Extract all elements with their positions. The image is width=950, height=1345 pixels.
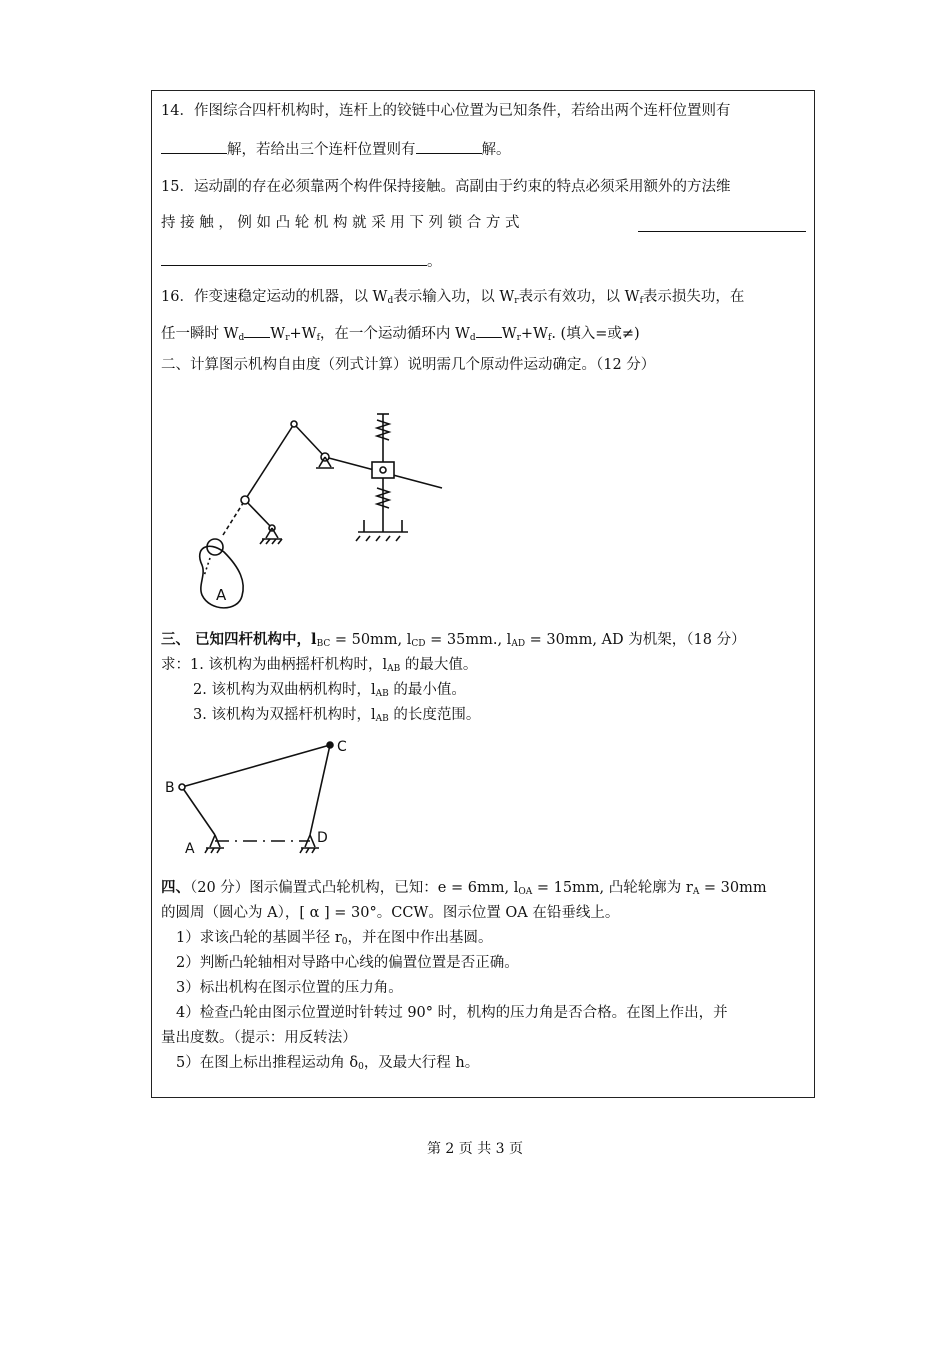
answer-blank[interactable] <box>416 139 482 154</box>
q14-part1: 解，若给出三个连杆位置则有 <box>227 142 416 158</box>
link-bc <box>182 745 330 787</box>
fig2-label-b: B <box>165 780 175 796</box>
link-mid <box>294 424 325 457</box>
q14-line1: 14．作图综合四杆机构时，连杆上的铰链中心位置为已知条件，若给出两个连杆位置则有 <box>161 103 731 119</box>
answer-blank[interactable] <box>161 251 427 266</box>
rocker-link <box>245 500 272 528</box>
answer-blank[interactable] <box>244 323 270 338</box>
q15-line3-end: 。 <box>427 254 442 270</box>
q15-line2 <box>161 213 519 233</box>
section-4-item2: 2）判断凸轮轴相对导路中心线的偏置位置是否正确。 <box>176 955 519 971</box>
link-ab <box>182 787 215 835</box>
section-2-title: 二、计算图示机构自由度（列式计算）说明需几个原动件运动确定。（12 分） <box>161 357 656 373</box>
link-cd <box>310 745 330 835</box>
roller-link <box>223 500 245 535</box>
q14-part2: 解。 <box>481 142 511 158</box>
q15-line3 <box>161 251 442 272</box>
section-4-item5: 5）在图上标出推程运动角 $\delta_0$，及最大行程 h。 <box>176 1055 480 1072</box>
answer-blank[interactable] <box>638 217 806 232</box>
section-4-line2: 的圆周（圆心为 A），[ α ] = 30°。CCW。图示位置 OA 在铅垂线上。 <box>161 905 620 921</box>
q15-line1: 15．运动副的存在必须靠两个构件保持接触。高副由于约束的特点必须采用额外的方法维 <box>161 179 731 195</box>
four-bar-figure <box>160 735 356 865</box>
mechanism-figure-dof <box>180 400 452 622</box>
link-upper <box>245 424 294 500</box>
q16-line2: 任一瞬时 $W_d$ $W_r+W_f$，在一个运动循环内 $W_d$ $W_r+W_f$. (填入=或≠) <box>161 323 640 348</box>
section-4-item3: 3）标出机构在图示位置的压力角。 <box>176 980 403 996</box>
answer-blank[interactable] <box>476 323 502 338</box>
section-4-item1: 1）求该凸轮的基圆半径 $r_0$，并在图中作出基圆。 <box>176 930 493 947</box>
section-4-item4-line2: 量出度数。（提示：用反转法） <box>161 1030 357 1046</box>
fig1-label-a: A <box>216 586 227 604</box>
fig2-label-a: A <box>185 841 195 857</box>
section-4-item4-line1: 4）检查凸轮由图示位置逆时针转过 90° 时，机构的压力角是否合格。在图上作出，并 <box>176 1005 728 1021</box>
answer-blank[interactable] <box>161 139 227 154</box>
section-3-head: 三、 已知四杆机构中，$l_{BC} = 50mm$, $l_{CD} = 35mm$., $l_{AD} = 30mm$, AD 为机架，（18 分） <box>161 631 746 649</box>
q15-line2-text: 持 接 触 ， 例 如 凸 轮 机 构 就 采 用 下 列 锁 合 方 式 <box>161 215 520 231</box>
page-number: 第 2 页 共 3 页 <box>426 1141 524 1157</box>
section-3-q1: 求：1. 该机构为曲柄摇杆机构时，$l_{AB}$ 的最大值。 <box>161 657 478 674</box>
fig2-label-d: D <box>317 830 328 846</box>
q14-line2 <box>161 139 511 160</box>
fig2-label-c: C <box>337 739 347 755</box>
section-4-line1: 四、（20 分）图示偏置式凸轮机构，已知：e = 6mm, $l_{OA} = 15mm$, 凸轮轮廓为 $r_A = 30mm$ <box>161 879 767 897</box>
section-3-q2: 2. 该机构为双曲柄机构时，$l_{AB}$ 的最小值。 <box>193 682 466 699</box>
section-3-q3: 3. 该机构为双摇杆机构时，$l_{AB}$ 的长度范围。 <box>193 707 481 724</box>
q16-line1: 16．作变速稳定运动的机器，以 $W_d$表示输入功，以 $W_r$表示有效功，以 $W_f$表示损失功，在 <box>161 289 745 306</box>
